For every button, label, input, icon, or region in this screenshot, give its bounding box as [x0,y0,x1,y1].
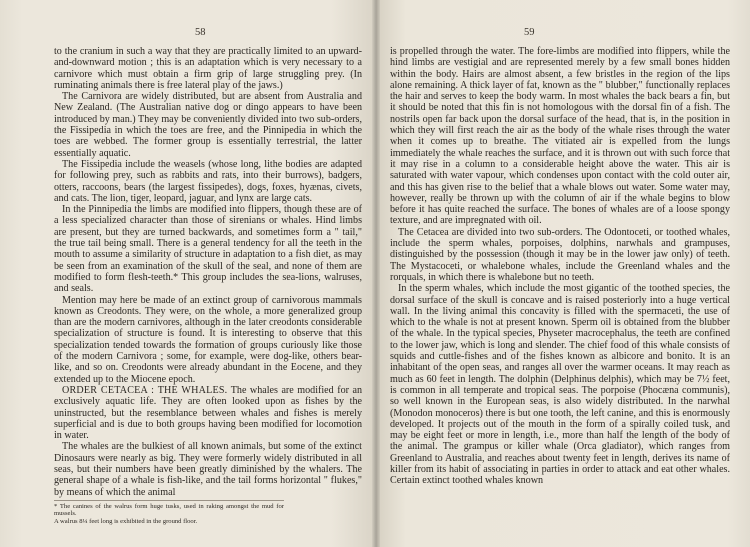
page-body [54,46,362,525]
order-paragraph-text: The whales are modified for an exclusively aquatic life. They are often looked upon as fishes by the uninstructed, but the resemblance between whales and fishes is merely superficial and is due to both groups having been modified for locomotion in water. [54,384,363,442]
footnote [54,500,284,525]
page-number: 58 [195,27,206,38]
book-gutter [372,0,380,547]
paragraph: The Carnivora are widely distributed, but are absent from Australia and New Zealand. (The Australian native dog or dingo appears to have been introduced by man.) They may be conveniently divided into two sub-orders, the Fissipedia in which the toes are free, and the Pinnipedia in which the toes are webbed. The former group is essentially terrestrial, the latter essentially aquatic. [54,91,362,159]
page-body [390,46,730,487]
page-number: 59 [524,27,535,38]
paragraph: is propelled through the water. The fore-limbs are modified into flippers, while the hind limbs are vestigial and are represented merely by a few small bones hidden within the body. Hairs are almost absent, a few bristles in the region of the lips alone remaining. A thick layer of fat, known as the " blubber," functionally replaces the hair and serves to keep the body warm. In most whales the back bears a fin, but it should be noted that this fin is not homologous with the dorsal fin of a fish. The nostrils open far back upon the dorsal surface of the head, that is, in the position in which they will first reach the air as the body of the whale rises through the water when it comes up to breathe. The vitiated air is expelled from the lungs immediately the whale reaches the surface, and it is thrown out with such force that it may rise in a column to a considerable height above the water. This air is saturated with water vapour, which condenses upon contact with the cold outer air, and this has given rise to the belief that a whale blows out water. Some water may, however, really be thrown up with the column of air if the whale begins to blow before it has quite reached the surface. The bones of whales are of a loose spongy texture, and are impregnated with oil. [390,46,730,227]
paragraph: to the cranium in such a way that they are practically limited to an upward-and-downward motion ; this is an adaptation which is very necessary to a carnivore which must obtain a firm grip of large struggling prey. (In ruminating animals there is free lateral play of the jaws.) [54,46,362,91]
order-paragraph [54,385,362,441]
right-page [376,0,750,547]
footnote-line: A walrus 8¼ feet long is exhibited in the ground floor. [54,517,198,525]
order-heading: ORDER CETACEA : THE WHALES. [62,384,228,396]
paragraph: Mention may here be made of an extinct group of carnivorous mammals known as Creodonts. They were, on the whole, a more generalized group than are the modern carnivores, although in the later creodonts considerable specialization of structure is found. It is interesting to observe that this specialization tended towards the formation of groups curiously like those of the modern Carnivora ; some, for example, were dog-like, others bear-like, and so on. Creodonts were already abundant in the Eocene, and they extended up to the Miocene epoch. [54,294,362,385]
paragraph: In the Pinnipedia the limbs are modified into flippers, though these are of a less specialized character than those of sirenians or whales. Hind limbs are present, but they are turned backwards, and sometimes form a " tail," the true tail being small. There is a general tendency for all the teeth in the mouth to assume a similarity of structure in adaptation to a fish diet, as may be seen from an examination of the skull of the seal, and none of them are modified to form flesh-teeth.* This group includes the sea-lions, walruses, and seals. [54,204,362,295]
paragraph: The Fissipedia include the weasels (whose long, lithe bodies are adapted for following prey, such as rabbits and rats, into their burrows), badgers, otters, raccoons, bears (the largest fissipedes), dogs, foxes, hyænas, civets, and cats. The lion, tiger, leopard, jaguar, and lynx are large cats. [54,158,362,204]
paragraph: In the sperm whales, which include the most gigantic of the toothed species, the dorsal surface of the skull is concave and is raised posteriorly into a huge vertical wall. In the living animal this concavity is filled with the spermaceti, the use of which to the whale is not at present known. Sperm oil is obtained from the blubber of the whale. In the typical species, Physeter macrocephalus, the teeth are confined to the lower jaw, which is long and slender. The chief food of this whale consists of squids and cuttle-fishes and of the fishes known as albicore and bonito. It is an inhabitant of the open seas, and ranges all over the warmer oceans. It may reach as much as 60 feet in length. The dolphin (Delphinus delphis), which may be 7½ feet, is common in all temperate and tropical seas. The porpoise (Phocæna communis), so well known in the European seas, is also widely distributed. In the narwhal (Monodon monoceros) there is but one tooth, the left canine, and this is enormously developed. It projects out of the mouth in the form of a spirally coiled tusk, and may be eight feet or more in length, i.e., more than half the length of the body of the animal. The grampus or killer whale (Orca gladiator), which ranges from Greenland to Australia, and reaches about twenty feet in length, derives its name of killer from its habit of associating in parties in order to attack and eat other whales. Certain extinct toothed whales known [390,283,730,487]
paragraph: The Cetacea are divided into two sub-orders. The Odontoceti, or toothed whales, include the sperm whales, porpoises, dolphins, narwhals and grampuses, distinguished by the possession (though it may be in the lower jaw only) of teeth. The Mystacoceti, or whalebone whales, include the Greenland whales and the rorquals, in which there is whalebone but no teeth. [390,226,730,283]
footnote-line: * The canines of the walrus form huge tusks, used in raking amongst the mud for mussels. [54,502,284,518]
paragraph: The whales are the bulkiest of all known animals, but some of the extinct Dinosaurs were nearly as big. They were formerly widely distributed in all seas, but their numbers have been greatly diminished by the whalers. The general shape of a whale is fish-like, and the tail forms horizontal " flukes," by means of which the animal [54,441,362,498]
